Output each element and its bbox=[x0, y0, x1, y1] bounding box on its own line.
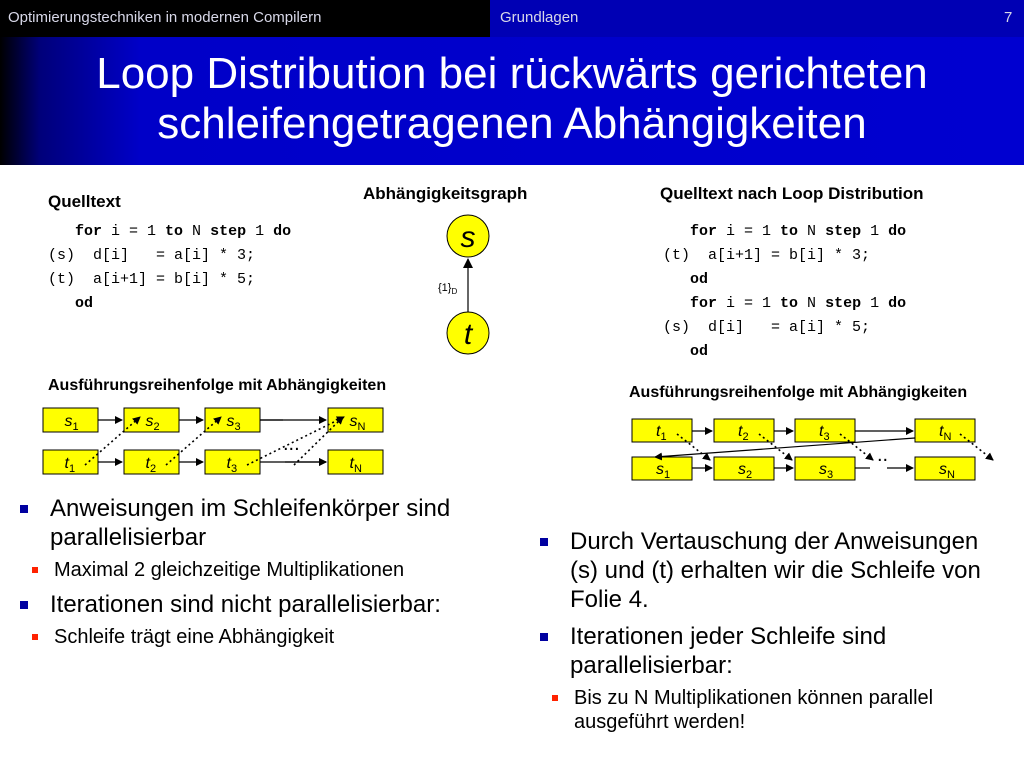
bullet-square-icon bbox=[20, 505, 28, 513]
right-top-box-t1 bbox=[632, 419, 692, 443]
right-top-box-tN bbox=[915, 419, 975, 443]
left-bottom-row bbox=[43, 450, 383, 475]
left-top-box-s3 bbox=[205, 408, 260, 433]
left-bottom-box-label: $t_2$ bbox=[145, 455, 157, 475]
bullet-right-1: Durch Vertauschung der Anweisungen (s) und (t) erhalten wir die Schleife von Folie 4. bbox=[530, 527, 1000, 614]
right-top-box-label: $t_1$ bbox=[656, 423, 667, 443]
left-bottom-box-label: $t_1$ bbox=[64, 455, 76, 475]
left-bottom-box-t2 bbox=[124, 450, 179, 475]
right-dependency-arrow bbox=[840, 434, 873, 460]
label-distributed: Quelltext nach Loop Distribution bbox=[660, 184, 924, 203]
label-graph: Abhängigkeitsgraph bbox=[363, 184, 528, 203]
label-order-left: Ausführungsreihenfolge mit Abhängigkeiten bbox=[48, 377, 387, 394]
right-bottom-row bbox=[632, 457, 975, 481]
right-bottom-box-sN bbox=[915, 457, 975, 481]
bullet-left-1: Anweisungen im Schleifenkörper sind parallelisierbar bbox=[10, 494, 480, 552]
code-left-line3: (t) a[i+1] = b[i] * 5; bbox=[48, 271, 256, 288]
left-bottom-box-t1 bbox=[43, 450, 98, 475]
left-ellipsis: ... bbox=[283, 433, 300, 455]
edge-label: $\{1\}_D$ bbox=[438, 282, 458, 296]
title-bar bbox=[0, 37, 1024, 165]
bullet-square-icon bbox=[540, 538, 548, 546]
right-top-box-t2 bbox=[714, 419, 774, 443]
source-code bbox=[48, 220, 291, 316]
label-source: Quelltext bbox=[48, 192, 121, 211]
right-bottom-box-label: $s_1$ bbox=[656, 461, 671, 481]
bullet-left-2-sub: Schleife trägt eine Abhängigkeit bbox=[0, 625, 480, 649]
code-right-line4: for i = 1 to N step 1 do bbox=[663, 295, 907, 312]
sub-bullet-icon bbox=[32, 634, 38, 640]
graph-node-t-label: t bbox=[463, 318, 473, 351]
right-dependency-arrow bbox=[960, 434, 993, 460]
code-right-line5: (s) d[i] = a[i] * 5; bbox=[663, 319, 871, 336]
left-top-row bbox=[43, 408, 383, 433]
code-left-line2: (s) d[i] = a[i] * 3; bbox=[48, 247, 256, 264]
bullet-square-icon bbox=[20, 601, 28, 609]
page-number: 7 bbox=[1004, 9, 1013, 26]
right-top-box-label: $t_2$ bbox=[738, 423, 749, 443]
code-left-line1: for i = 1 to N step 1 do bbox=[48, 223, 292, 240]
bullet-list-right bbox=[530, 527, 1000, 742]
left-bottom-box-tN bbox=[328, 450, 383, 475]
course-title: Optimierungstechniken in modernen Compilern bbox=[8, 9, 322, 26]
execution-order-left bbox=[40, 405, 400, 480]
right-top-box-label: $t_N$ bbox=[939, 423, 952, 443]
distributed-code bbox=[663, 220, 906, 364]
bullet-left-2: Iterationen sind nicht parallelisierbar: bbox=[10, 590, 480, 619]
code-right-line2: (t) a[i+1] = b[i] * 3; bbox=[663, 247, 871, 264]
right-dependency-arrow bbox=[677, 434, 710, 460]
slide-title-line1: Loop Distribution bei rückwärts gerichteten bbox=[96, 49, 928, 98]
bullet-left-1-sub: Maximal 2 gleichzeitige Multiplikationen bbox=[0, 558, 480, 582]
bullet-right-2-sub: Bis zu N Multiplikationen können parallel ausgeführt werden! bbox=[490, 686, 1000, 734]
bullet-list-left bbox=[10, 494, 480, 657]
right-ellipsis: .. bbox=[877, 444, 889, 466]
sub-bullet-icon bbox=[552, 695, 558, 701]
left-top-box-label: $s_1$ bbox=[64, 413, 79, 433]
bullet-square-icon bbox=[540, 633, 548, 641]
header-bar bbox=[0, 0, 1024, 37]
dependency-graph bbox=[420, 205, 520, 365]
left-top-box-label: $s_2$ bbox=[145, 413, 160, 433]
right-bottom-box-label: $s_3$ bbox=[819, 461, 834, 481]
bullet-right-2: Iterationen jeder Schleife sind parallelisierbar: bbox=[530, 622, 1000, 680]
code-left-line4: od bbox=[48, 295, 94, 312]
section-title: Grundlagen bbox=[500, 9, 579, 26]
graph-node-s-label: s bbox=[460, 221, 476, 254]
right-bottom-box-s3 bbox=[795, 457, 855, 481]
sub-bullet-icon bbox=[32, 567, 38, 573]
right-bottom-box-s2 bbox=[714, 457, 774, 481]
slide-title-line2: schleifengetragenen Abhängigkeiten bbox=[157, 99, 867, 148]
left-top-box-label: $s_N$ bbox=[349, 413, 366, 433]
right-bottom-box-s1 bbox=[632, 457, 692, 481]
left-top-box-s1 bbox=[43, 408, 98, 433]
code-right-line6: od bbox=[663, 343, 709, 360]
label-order-right: Ausführungsreihenfolge mit Abhängigkeiten bbox=[629, 384, 968, 401]
right-bottom-box-label: $s_2$ bbox=[738, 461, 753, 481]
left-top-box-s2 bbox=[124, 408, 179, 433]
code-right-line3: od bbox=[663, 271, 709, 288]
execution-order-right bbox=[625, 412, 1024, 487]
right-top-row bbox=[632, 419, 975, 443]
code-right-line1: for i = 1 to N step 1 do bbox=[663, 223, 907, 240]
left-top-box-label: $s_3$ bbox=[226, 413, 241, 433]
left-bottom-box-label: $t_N$ bbox=[349, 455, 362, 475]
right-bottom-box-label: $s_N$ bbox=[939, 461, 955, 481]
right-top-box-t3 bbox=[795, 419, 855, 443]
left-top-box-sN bbox=[328, 408, 383, 433]
left-bottom-box-label: $t_3$ bbox=[226, 455, 238, 475]
right-top-box-label: $t_3$ bbox=[819, 423, 830, 443]
